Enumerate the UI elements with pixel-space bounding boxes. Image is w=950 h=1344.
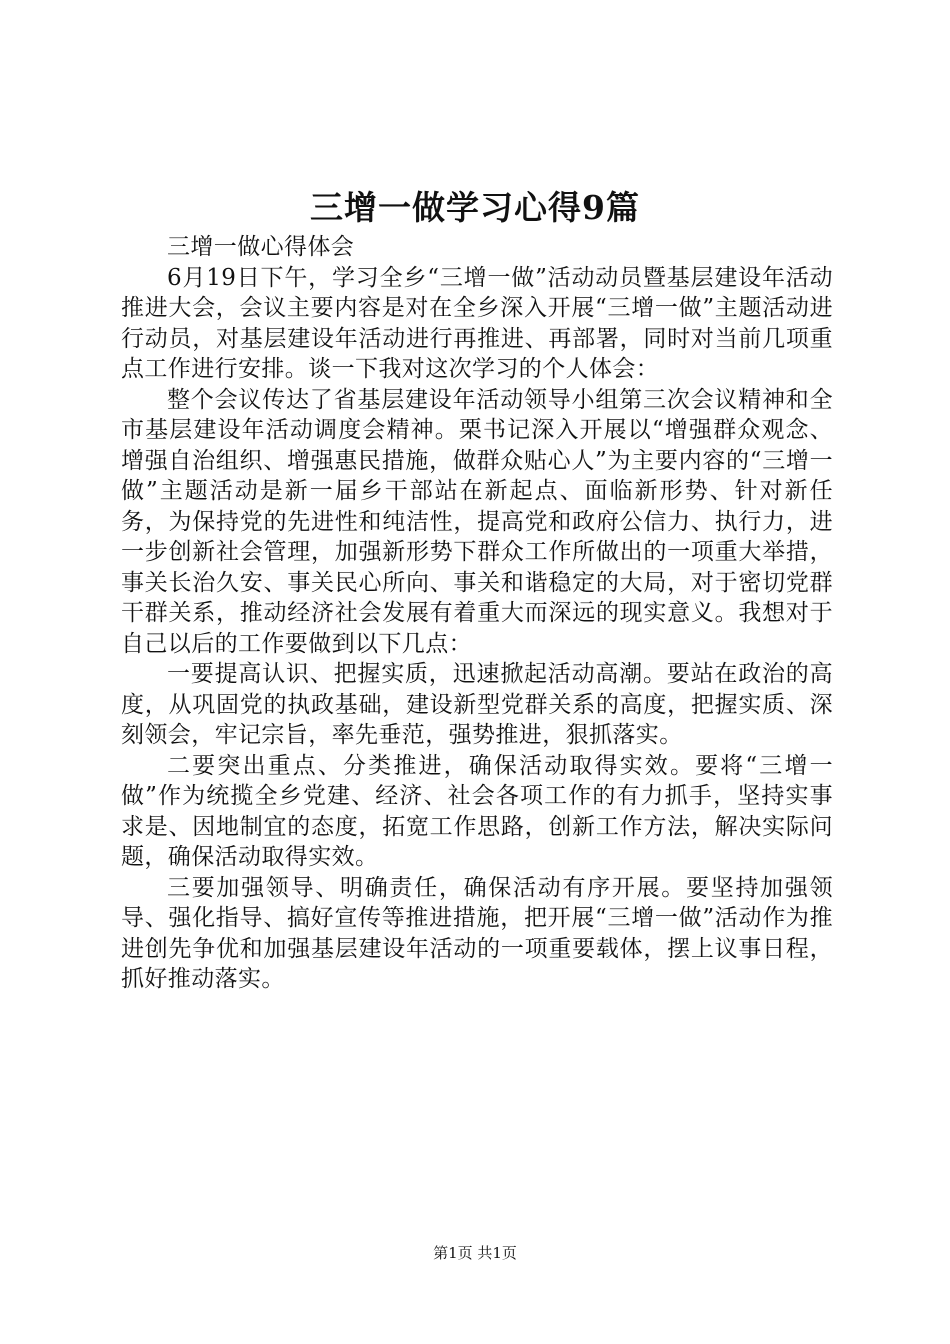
page-number-footer: 第1页 共1页 (433, 1244, 517, 1262)
document-title: 三增一做学习心得9篇 (310, 188, 640, 227)
paragraph-point-two: 二要突出重点、分类推进，确保活动取得实效。要将“三增一做”作为统揽全乡党建、经济、社会各项工作的有力抓手，坚持实事求是、因地制宜的态度，拓宽工作思路，创新工作方法，解决实际问题，确保活动取得实效。 (121, 752, 833, 870)
paragraph-meeting-spirit: 整个会议传达了省基层建设年活动领导小组第三次会议精神和全市基层建设年活动调度会精神。栗书记深入开展以“增强群众观念、增强自治组织、增强惠民措施，做群众贴心人”为主要内容的“三增一做”主题活动是新一届乡干部站在新起点、面临新形势、针对新任务，为保持党的先进性和纯洁性，提高党和政府公信力、执行力，进一步创新社会管理，加强新形势下群众工作所做出的一项重大举措，事关长治久安、事关民心所向、事关和谐稳定的大局，对于密切党群干群关系，推动经济社会发展有着重大而深远的现实意义。我想对于自己以后的工作要做到以下几点： (121, 386, 833, 657)
paragraph-point-three: 三要加强领导、明确责任，确保活动有序开展。要坚持加强领导、强化指导、搞好宣传等推进措施，把开展“三增一做”活动作为推进创先争优和加强基层建设年活动的一项重要载体，摆上议事日程，抓好推动落实。 (121, 874, 833, 992)
document-body (121, 232, 833, 995)
section-heading: 三增一做心得体会 (167, 234, 355, 260)
paragraph-intro: 6月19日下午，学习全乡“三增一做”活动动员暨基层建设年活动推进大会，会议主要内容是对在全乡深入开展“三增一做”主题活动进行动员，对基层建设年活动进行再推进、再部署，同时对当前几项重点工作进行安排。谈一下我对这次学习的个人体会： (121, 264, 833, 382)
paragraph-point-one: 一要提高认识、把握实质，迅速掀起活动高潮。要站在政治的高度，从巩固党的执政基础，建设新型党群关系的高度，把握实质、深刻领会，牢记宗旨，率先垂范，强势推进，狠抓落实。 (121, 661, 833, 748)
